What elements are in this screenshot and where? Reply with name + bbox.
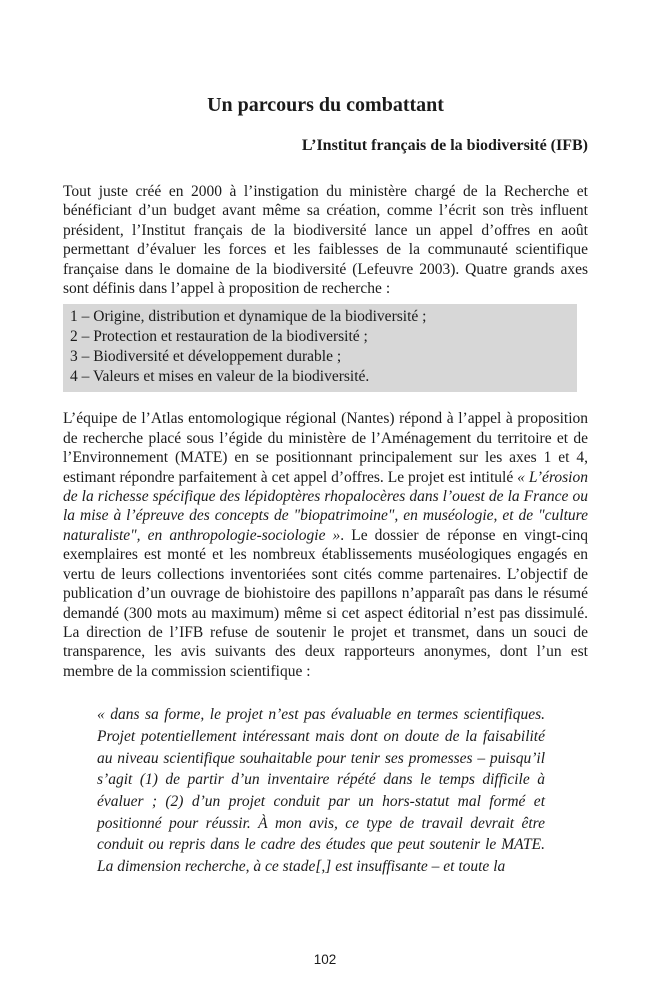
response-paragraph-lead: L’équipe de l’Atlas entomologique régional (Nantes) répond à l’appel à proposition de recherche placé sous l’égide du ministère de l’Aménagement du territoire et de l’Environnement (MATE) en se positionnant principalement sur les axes 1 et 4, estimant répondre parfaitement à cet appel d’offres. Le projet est intitulé — [63, 410, 588, 486]
section-subtitle: L’Institut français de la biodiversité (IFB) — [301, 137, 588, 154]
axes-list-item-2: 2 – Protection et restauration de la biodiversité ; — [70, 328, 368, 346]
intro-paragraph: Tout juste créé en 2000 à l’instigation du ministère chargé de la Recherche et bénéficiant d’un budget avant même sa création, comme l’écrit son très influent président, l’Institut français de la biodiversité lance un appel d’offres en août permettant d’évaluer les forces et les faiblesses de la communauté scientifique française dans le domaine de la biodiversité (Lefeuvre 2003). Quatre grands axes sont définis dans l’appel à proposition de recherche : — [63, 183, 588, 298]
axes-highlight-block — [63, 304, 577, 392]
response-paragraph — [63, 409, 588, 681]
axes-list-item-3: 3 – Biodiversité et développement durable ; — [70, 348, 342, 366]
response-paragraph-tail: . Le dossier de réponse en vingt-cinq exemplaires est monté et les nombreux établissements muséologiques engagés en vertu de leurs collections inventoriées sont cités comme partenaires. L’objectif de publication d’un ouvrage de biohistoire des papillons n’apparaît pas dans le résumé demandé (300 mots au maximum) même si cet aspect éditorial n’est pas dissimulé. La direction de l’IFB refuse de soutenir le projet et transmet, dans un souci de transparence, les avis suivants des deux rapporteurs anonymes, dont l’un est membre de la commission scientifique : — [63, 526, 589, 680]
page-content — [63, 0, 588, 878]
chapter-title: Un parcours du combattant — [207, 94, 444, 116]
axes-list-item-4: 4 – Valeurs et mises en valeur de la biodiversité. — [70, 368, 370, 386]
reviewer-quote: « dans sa forme, le projet n’est pas évaluable en termes scientifiques. Projet potentiellement intéressant mais dont on doute de la faisabilité au niveau scientifique souhaitable pour tenir ses promesses – puisqu’il s’agit (1) de partir d’un inventaire répété dans le temps difficile à évaluer ; (2) d’un projet conduit par un hors-statut mal formé et positionné pour réussir. À mon avis, ce type de travail devrait être conduit ou repris dans le cadre des études que peut soutenir le MATE. La dimension recherche, à ce stade[,] est insuffisante – et toute la — [97, 706, 545, 876]
project-title-italic: « L’érosion de la richesse spécifique des lépidoptères rhopalocères dans l’ouest de la France ou la mise à l’épreuve des concepts de "biopatrimoine", en muséologie, et de "culture naturaliste", en anthropologie-sociologie » — [63, 468, 588, 544]
page-number: 102 — [313, 952, 337, 967]
axes-list-item-1: 1 – Origine, distribution et dynamique de la biodiversité ; — [70, 308, 427, 326]
